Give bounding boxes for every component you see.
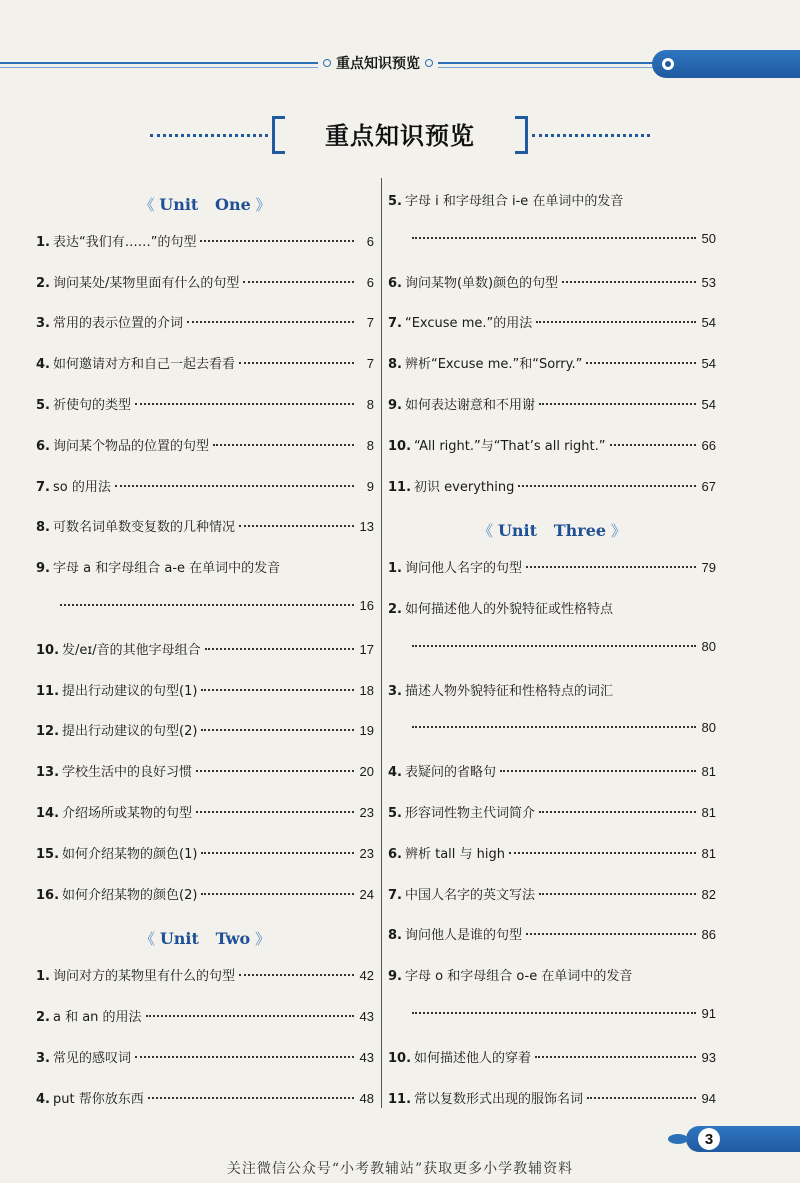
toc-entry-title: 询问他人名字的句型 xyxy=(404,561,522,577)
toc-entry-page: 54 xyxy=(701,356,716,372)
toc-entry[interactable] xyxy=(36,802,374,824)
toc-entry-number: 9. xyxy=(388,969,402,985)
toc-entry-number: 4. xyxy=(36,357,50,373)
footer-note: 关注微信公众号“小考教辅站”获取更多小学教辅资料 xyxy=(226,1161,574,1177)
dot-leader xyxy=(535,1056,696,1058)
toc-entry-page: 79 xyxy=(701,560,716,576)
dot-leader xyxy=(539,811,696,813)
toc-entry[interactable] xyxy=(36,680,374,702)
dot-leader xyxy=(187,321,354,323)
dot-leader xyxy=(239,974,354,976)
dot-center-icon xyxy=(665,61,671,67)
toc-entry-page: 48 xyxy=(359,1090,374,1106)
toc-entry-title: 介绍场所或某物的句型 xyxy=(62,806,193,821)
dot-leader xyxy=(526,566,696,568)
dot-leader xyxy=(587,1097,696,1099)
dot-leader xyxy=(239,362,354,364)
toc-entry-page: 81 xyxy=(701,805,716,820)
toc-entry-title: 字母 i 和字母组合 i-e 在单词中的发音 xyxy=(404,194,624,209)
toc-entry-number: 1. xyxy=(36,234,50,250)
toc-entry-number: 16. xyxy=(36,887,60,903)
toc-entry-page: 43 xyxy=(359,1009,374,1024)
toc-entry-title: 如何描述他人的外貌特征或性格特点 xyxy=(404,602,613,617)
toc-entry[interactable] xyxy=(36,761,374,783)
toc-entry-page: 91 xyxy=(701,1006,716,1021)
toc-entry[interactable] xyxy=(36,394,374,416)
page-title: 重点知识预览 xyxy=(272,114,528,152)
dot-leader xyxy=(526,933,696,935)
dot-leader xyxy=(148,1097,354,1099)
dot-leader xyxy=(201,729,354,731)
toc-entry-title: 可数名词单数变复数的几种情况 xyxy=(52,520,235,536)
angle-bracket-left-icon: 《 xyxy=(139,196,160,214)
toc-entry-page: 42 xyxy=(359,968,374,984)
toc-entry-title: 如何介绍某物的颜色(2) xyxy=(62,887,198,903)
toc-entry-title: a 和 an 的用法 xyxy=(52,1010,142,1025)
toc-entry-title: 发/eɪ/音的其他字母组合 xyxy=(62,642,201,658)
unit-heading-label: Unit Three xyxy=(497,521,607,541)
toc-entry-number: 5. xyxy=(36,398,50,413)
toc-entry[interactable] xyxy=(36,639,374,661)
toc-entry-number: 2. xyxy=(36,1010,50,1025)
toc-entry-page: 66 xyxy=(701,437,716,453)
toc-entry-title: 描述人物外貌特征和性格特点的词汇 xyxy=(404,683,613,699)
toc-entry-number: 3. xyxy=(388,683,402,699)
toc-entry-title: 字母 a 和字母组合 a-e 在单词中的发音 xyxy=(52,561,281,577)
toc-entry-number: 10. xyxy=(36,642,60,658)
toc-entry[interactable] xyxy=(388,353,716,375)
unit-heading-label: Unit One xyxy=(159,195,251,214)
toc-entry[interactable] xyxy=(388,394,716,416)
toc-entry-page: 80 xyxy=(701,720,716,736)
toc-entry-page: 7 xyxy=(366,315,374,331)
toc-entry-number: 1. xyxy=(36,969,50,985)
toc-entry-page: 9 xyxy=(366,478,374,494)
toc-entry-number: 6. xyxy=(388,846,402,862)
dot-leader xyxy=(412,237,696,239)
toc-entry-page: 19 xyxy=(359,723,374,739)
toc-entry[interactable] xyxy=(388,190,716,212)
unit-heading xyxy=(36,928,374,949)
dot-leader xyxy=(412,645,696,647)
toc-entry[interactable] xyxy=(36,557,374,579)
unit-heading xyxy=(388,520,716,541)
toc-entry-number: 12. xyxy=(36,724,60,740)
toc-entry-number: 10. xyxy=(388,1050,412,1066)
toc-entry[interactable] xyxy=(36,435,374,457)
toc-entry[interactable] xyxy=(388,924,716,946)
toc-entry[interactable] xyxy=(36,720,374,742)
toc-entry-page: 8 xyxy=(366,437,374,453)
dot-leader xyxy=(539,893,696,895)
toc-entry-title: 辨析“Excuse me.”和“Sorry.” xyxy=(404,357,583,373)
toc-entry-number: 5. xyxy=(388,806,402,821)
toc-entry[interactable] xyxy=(36,476,374,498)
unit-heading xyxy=(36,194,374,215)
toc-entry-title: 字母 o 和字母组合 o-e 在单词中的发音 xyxy=(404,969,633,985)
toc-entry-page: 82 xyxy=(701,886,716,902)
header-section-label xyxy=(318,51,438,75)
toc-entry[interactable] xyxy=(36,1047,374,1069)
angle-bracket-left-icon: 《 xyxy=(478,522,498,541)
toc-entry-page: 7 xyxy=(366,356,374,372)
dot-leader xyxy=(196,811,354,813)
toc-entry-title: put 帮你放东西 xyxy=(52,1091,144,1107)
toc-entry-number: 9. xyxy=(388,398,402,413)
toc-entry[interactable] xyxy=(36,1006,374,1028)
toc-entry[interactable] xyxy=(36,1088,374,1110)
header-tab xyxy=(652,50,800,78)
dot-leader xyxy=(539,403,696,405)
angle-bracket-right-icon: 》 xyxy=(250,196,271,214)
toc-entry-number: 9. xyxy=(36,561,50,577)
toc-entry-title: so 的用法 xyxy=(52,479,111,495)
toc-entry-number: 2. xyxy=(388,602,402,617)
unit-heading-label: Unit Two xyxy=(159,929,251,949)
toc-entry-number: 14. xyxy=(36,806,60,821)
toc-entry[interactable] xyxy=(36,516,374,538)
title-dotted-rule-right xyxy=(532,134,650,137)
dot-leader xyxy=(518,485,696,487)
toc-entry[interactable] xyxy=(388,802,716,824)
dot-leader xyxy=(239,525,354,527)
toc-entry-number: 7. xyxy=(388,316,402,332)
page-number-tab xyxy=(686,1126,800,1152)
angle-bracket-right-icon: 》 xyxy=(250,930,270,949)
toc-entry-title: 如何介绍某物的颜色(1) xyxy=(62,846,198,862)
toc-entry-continuation[interactable] xyxy=(36,598,374,620)
toc-entry-title: 提出行动建议的句型(1) xyxy=(62,683,198,699)
dot-leader xyxy=(536,321,696,323)
page-title-block xyxy=(150,114,650,154)
toc-entry[interactable] xyxy=(36,884,374,906)
toc-entry-title: 提出行动建议的句型(2) xyxy=(62,724,198,740)
angle-bracket-right-icon: 》 xyxy=(606,522,626,541)
toc-entry-title: 如何表达谢意和不用谢 xyxy=(404,398,535,413)
dot-leader xyxy=(196,770,354,772)
dot-leader xyxy=(500,770,696,772)
toc-entry-number: 4. xyxy=(36,1091,50,1107)
toc-entry-title: 中国人名字的英文写法 xyxy=(404,887,535,903)
title-dotted-rule-left xyxy=(150,134,268,137)
toc-entry-page: 18 xyxy=(359,682,374,698)
dot-leader xyxy=(562,281,696,283)
dot-leader xyxy=(201,689,354,691)
dot-leader xyxy=(610,444,696,446)
toc-entry-number: 2. xyxy=(36,275,50,291)
toc-entry-page: 80 xyxy=(701,638,716,654)
toc-entry[interactable] xyxy=(36,272,374,294)
toc-entry-page: 20 xyxy=(359,764,374,780)
page-number: 3 xyxy=(698,1128,720,1150)
toc-entry-number: 8. xyxy=(388,357,402,373)
toc-entry[interactable] xyxy=(388,272,716,294)
dot-leader xyxy=(213,444,354,446)
toc-entry-title: 表达“我们有……”的句型 xyxy=(52,234,197,250)
toc-entry-number: 10. xyxy=(388,438,412,454)
toc-entry-page: 23 xyxy=(359,805,374,820)
toc-entry-page: 17 xyxy=(359,641,374,657)
dot-leader xyxy=(201,852,354,854)
toc-entry[interactable] xyxy=(388,557,716,579)
dot-leader xyxy=(412,726,696,728)
toc-entry-title: 询问某个物品的位置的句型 xyxy=(52,438,209,454)
toc-entry[interactable] xyxy=(36,231,374,253)
toc-entry-continuation[interactable] xyxy=(388,639,716,661)
dot-leader xyxy=(205,648,354,650)
toc-entry-page: 93 xyxy=(701,1049,716,1065)
toc-entry-page: 24 xyxy=(359,886,374,902)
toc-entry-title: 形容词性物主代词简介 xyxy=(404,806,535,821)
toc-entry-page: 86 xyxy=(701,927,716,943)
toc-entry-title: 初识 everything xyxy=(414,479,515,495)
toc-entry-page: 54 xyxy=(701,397,716,412)
toc-entry-page: 81 xyxy=(701,764,716,780)
toc-entry[interactable] xyxy=(388,1047,716,1069)
dot-leader xyxy=(115,485,354,487)
toc-entry-number: 15. xyxy=(36,846,60,862)
toc-entry-number: 13. xyxy=(36,765,60,781)
toc-entry[interactable] xyxy=(36,312,374,334)
toc-entry-title: 询问某处/某物里面有什么的句型 xyxy=(52,275,240,291)
toc-entry-page: 6 xyxy=(366,274,374,290)
dot-leader xyxy=(135,403,354,405)
toc-entry-title: 常用的表示位置的介词 xyxy=(52,316,183,332)
dot-leader xyxy=(412,1012,696,1014)
toc-entry-continuation[interactable] xyxy=(388,1006,716,1028)
toc-entry-number: 8. xyxy=(36,520,50,536)
toc-entry-title: 辨析 tall 与 high xyxy=(404,846,506,862)
toc-entry-page: 16 xyxy=(359,598,374,613)
toc-entry-continuation[interactable] xyxy=(388,720,716,742)
toc-entry-title: 如何邀请对方和自己一起去看看 xyxy=(52,357,235,373)
toc-entry-title: “All right.”与“That’s all right.” xyxy=(414,438,606,454)
toc-entry-page: 54 xyxy=(701,315,716,331)
toc-entry-page: 6 xyxy=(366,233,374,249)
dot-leader xyxy=(200,240,354,242)
toc-entry-number: 7. xyxy=(388,887,402,903)
toc-entry-number: 6. xyxy=(388,275,402,291)
ring-icon xyxy=(425,59,433,67)
toc-entry-title: 询问对方的某物里有什么的句型 xyxy=(52,969,235,985)
toc-entry[interactable] xyxy=(36,965,374,987)
toc-entry-title: 表疑问的省略句 xyxy=(404,765,496,781)
header-section-text: 重点知识预览 xyxy=(336,56,420,72)
toc-entry-number: 11. xyxy=(388,1091,412,1107)
toc-entry-number: 4. xyxy=(388,765,402,781)
toc-entry-number: 1. xyxy=(388,561,402,577)
toc-entry[interactable] xyxy=(388,598,716,620)
toc-entry-title: 如何描述他人的穿着 xyxy=(414,1050,532,1066)
toc-entry-page: 81 xyxy=(701,845,716,861)
toc-entry-title: 常以复数形式出现的服饰名词 xyxy=(414,1091,584,1107)
toc-entry-page: 13 xyxy=(359,519,374,535)
dot-leader xyxy=(146,1015,354,1017)
toc-entry-page: 53 xyxy=(701,274,716,290)
dot-leader xyxy=(586,362,696,364)
dot-leader xyxy=(509,852,696,854)
angle-bracket-left-icon: 《 xyxy=(140,930,160,949)
toc-entry-page: 94 xyxy=(701,1090,716,1106)
toc-entry-continuation[interactable] xyxy=(388,231,716,253)
toc-entry[interactable] xyxy=(388,476,716,498)
ring-icon xyxy=(323,59,331,67)
toc-entry-page: 67 xyxy=(701,478,716,494)
toc-entry[interactable] xyxy=(388,435,716,457)
toc-entry-number: 11. xyxy=(36,683,60,699)
dot-leader xyxy=(243,281,354,283)
toc-entry-number: 5. xyxy=(388,194,402,209)
toc-entry[interactable] xyxy=(388,843,716,865)
toc-entry[interactable] xyxy=(388,1088,716,1110)
toc-entry-page: 50 xyxy=(701,230,716,246)
dot-leader xyxy=(201,893,354,895)
toc-entry-title: 询问他人是谁的句型 xyxy=(404,928,522,944)
toc-entry-page: 43 xyxy=(359,1049,374,1065)
toc-entry-number: 8. xyxy=(388,928,402,944)
toc-entry-number: 3. xyxy=(36,1050,50,1066)
toc-entry-number: 6. xyxy=(36,438,50,454)
toc-entry-title: 常见的感叹词 xyxy=(52,1050,131,1066)
toc-entry[interactable] xyxy=(388,884,716,906)
toc-entry-number: 3. xyxy=(36,316,50,332)
toc-entry[interactable] xyxy=(36,353,374,375)
toc-entry-title: 祈使句的类型 xyxy=(52,398,131,413)
toc-entry[interactable] xyxy=(388,680,716,702)
column-divider xyxy=(381,178,382,1108)
toc-entry-number: 11. xyxy=(388,479,412,495)
toc-entry-page: 23 xyxy=(359,845,374,861)
toc-entry-title: 询问某物(单数)颜色的句型 xyxy=(404,275,559,291)
toc-entry-title: “Excuse me.”的用法 xyxy=(404,316,533,332)
toc-entry-title: 学校生活中的良好习惯 xyxy=(62,765,193,781)
toc-entry-number: 7. xyxy=(36,479,50,495)
toc-entry-page: 8 xyxy=(366,397,374,412)
dot-leader xyxy=(60,604,354,606)
toc-entry[interactable] xyxy=(388,761,716,783)
dot-leader xyxy=(135,1056,354,1058)
toc-entry[interactable] xyxy=(36,843,374,865)
toc-entry[interactable] xyxy=(388,312,716,334)
toc-entry[interactable] xyxy=(388,965,716,987)
swoosh-icon xyxy=(668,1134,688,1144)
